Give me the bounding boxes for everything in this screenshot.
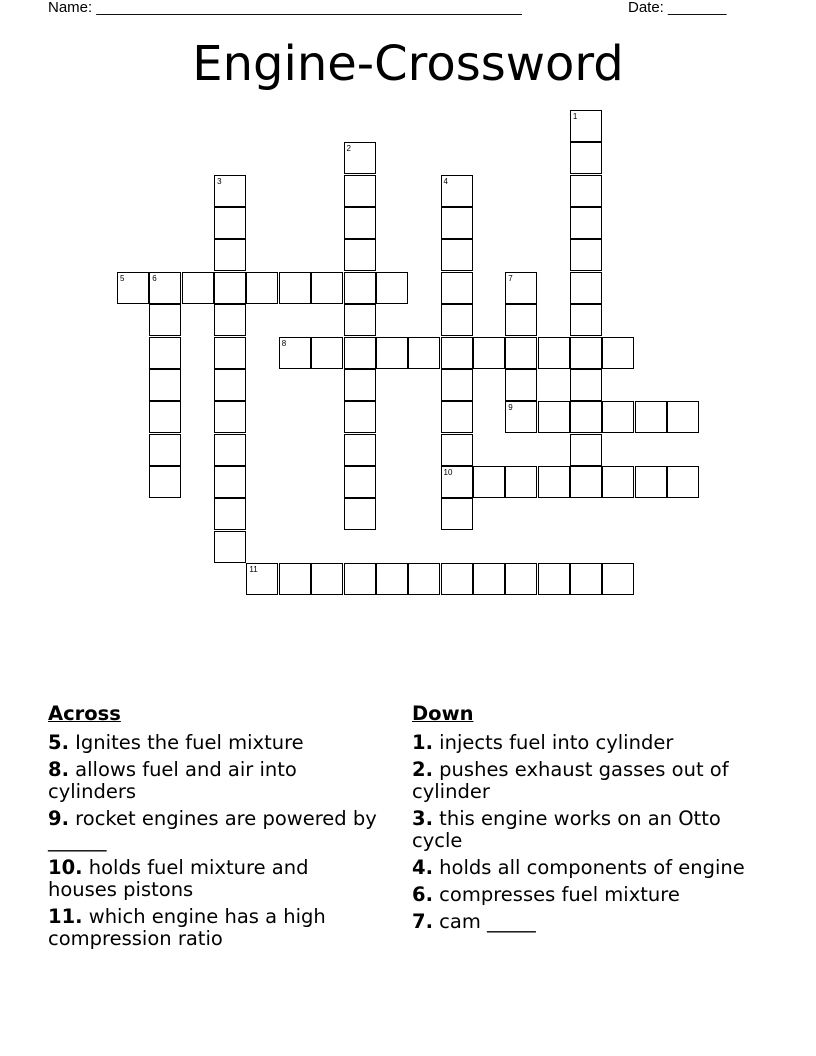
page-title: Engine-Crossword xyxy=(192,36,624,92)
grid-cell[interactable] xyxy=(246,563,278,595)
clue-item-text: holds all components of engine xyxy=(432,856,745,879)
clue-number: 2 xyxy=(346,144,351,154)
grid-cell[interactable] xyxy=(441,175,473,207)
grid-cell[interactable] xyxy=(635,401,667,433)
grid-cell[interactable] xyxy=(408,563,440,595)
clue-item xyxy=(48,857,378,901)
grid-cell[interactable] xyxy=(441,207,473,239)
clue-number: 1 xyxy=(572,112,578,121)
clue-item-text: this engine works on an Otto cycle xyxy=(412,807,721,852)
clue-number: 3 xyxy=(217,176,222,186)
grid-cell[interactable] xyxy=(311,337,343,369)
clue-item-text: rocket engines are powered by ______ xyxy=(48,807,377,852)
grid-cell[interactable] xyxy=(538,466,570,498)
grid-cell[interactable] xyxy=(214,369,246,401)
grid-cell[interactable] xyxy=(344,207,376,239)
grid-cell[interactable] xyxy=(570,337,602,369)
clue-number: 4 xyxy=(443,176,448,186)
clue-number: 7 xyxy=(508,273,513,283)
grid-cell[interactable] xyxy=(344,142,376,174)
grid-cell[interactable] xyxy=(441,498,473,530)
grid-cell[interactable] xyxy=(182,272,214,304)
clue-item-number: 2. xyxy=(412,758,433,781)
grid-cell[interactable] xyxy=(602,563,634,595)
across-heading: Across xyxy=(48,702,121,725)
grid-cell[interactable] xyxy=(505,369,537,401)
grid-cell[interactable] xyxy=(538,401,570,433)
clue-item xyxy=(412,911,757,933)
grid-cell[interactable] xyxy=(214,175,246,207)
grid-cell[interactable] xyxy=(214,239,246,271)
grid-cell[interactable] xyxy=(149,369,181,401)
grid-cell[interactable] xyxy=(570,142,602,174)
grid-cell[interactable] xyxy=(667,401,699,433)
clue-item xyxy=(48,808,378,852)
grid-cell[interactable] xyxy=(149,466,181,498)
grid-cell[interactable] xyxy=(570,272,602,304)
clue-item-number: 6. xyxy=(412,883,433,906)
grid-cell[interactable] xyxy=(214,207,246,239)
clue-item xyxy=(48,906,378,950)
grid-cell[interactable] xyxy=(279,272,311,304)
grid-cell[interactable] xyxy=(602,337,634,369)
grid-cell[interactable] xyxy=(602,466,634,498)
grid-cell[interactable] xyxy=(149,304,181,336)
grid-cell[interactable] xyxy=(344,369,376,401)
grid-cell[interactable] xyxy=(505,272,537,304)
grid-cell[interactable] xyxy=(441,239,473,271)
grid-cell[interactable] xyxy=(344,272,376,304)
grid-cell[interactable] xyxy=(117,272,149,304)
clue-item-text: allows fuel and air into cylinders xyxy=(48,758,297,803)
grid-cell[interactable] xyxy=(570,466,602,498)
clue-item-number: 3. xyxy=(412,807,433,830)
grid-cell[interactable] xyxy=(279,563,311,595)
name-field[interactable]: Name: ___________________________________________________ xyxy=(48,0,522,16)
clue-number: 8 xyxy=(281,338,287,348)
grid-cell[interactable] xyxy=(538,563,570,595)
grid-cell[interactable] xyxy=(214,337,246,369)
grid-cell[interactable] xyxy=(441,563,473,595)
clue-item xyxy=(412,732,757,754)
grid-cell[interactable] xyxy=(570,304,602,336)
grid-cell[interactable] xyxy=(214,466,246,498)
clue-item-number: 9. xyxy=(48,807,69,830)
clue-item-number: 10. xyxy=(48,856,83,879)
clue-item-number: 11. xyxy=(48,905,83,928)
clue-item-text: Ignites the fuel mixture xyxy=(68,731,304,754)
grid-cell[interactable] xyxy=(505,466,537,498)
clue-item xyxy=(48,759,378,803)
clue-item-text: which engine has a high compression ratio xyxy=(48,905,326,950)
grid-cell[interactable] xyxy=(408,337,440,369)
grid-cell[interactable] xyxy=(570,207,602,239)
grid-cell[interactable] xyxy=(344,563,376,595)
grid-cell[interactable] xyxy=(505,304,537,336)
grid-cell[interactable] xyxy=(311,272,343,304)
grid-cell[interactable] xyxy=(214,304,246,336)
clue-number: 11 xyxy=(249,564,258,574)
grid-cell[interactable] xyxy=(149,337,181,369)
grid-cell[interactable] xyxy=(570,563,602,595)
grid-cell[interactable] xyxy=(344,466,376,498)
grid-cell[interactable] xyxy=(344,434,376,466)
grid-cell[interactable] xyxy=(667,466,699,498)
grid-cell[interactable] xyxy=(505,337,537,369)
grid-cell[interactable] xyxy=(570,110,602,142)
grid-cell[interactable] xyxy=(441,401,473,433)
date-field[interactable]: Date: _______ xyxy=(628,0,727,16)
grid-cell[interactable] xyxy=(570,239,602,271)
grid-cell[interactable] xyxy=(441,337,473,369)
clue-item xyxy=(412,808,757,852)
clue-item-text: pushes exhaust gasses out of cylinder xyxy=(412,758,729,803)
grid-cell[interactable] xyxy=(538,337,570,369)
grid-cell[interactable] xyxy=(214,531,246,563)
grid-cell[interactable] xyxy=(149,272,181,304)
grid-cell[interactable] xyxy=(149,434,181,466)
grid-cell[interactable] xyxy=(505,563,537,595)
grid-cell[interactable] xyxy=(473,563,505,595)
clue-item xyxy=(48,732,378,754)
clue-item xyxy=(412,857,757,879)
grid-cell[interactable] xyxy=(441,369,473,401)
clue-item-text: injects fuel into cylinder xyxy=(432,731,674,754)
grid-cell[interactable] xyxy=(570,369,602,401)
grid-cell[interactable] xyxy=(246,272,278,304)
clue-item-text: holds fuel mixture and houses pistons xyxy=(48,856,309,901)
clue-item xyxy=(412,884,757,906)
grid-cell[interactable] xyxy=(344,304,376,336)
clue-number: 9 xyxy=(508,403,513,413)
across-clues xyxy=(48,702,378,955)
clue-item xyxy=(412,759,757,803)
grid-cell[interactable] xyxy=(441,272,473,304)
grid-cell[interactable] xyxy=(344,337,376,369)
down-clue-list xyxy=(412,732,757,933)
grid-cell[interactable] xyxy=(570,434,602,466)
down-clues xyxy=(412,702,757,938)
clue-number: 5 xyxy=(120,273,125,283)
clue-item-number: 1. xyxy=(412,731,433,754)
grid-cell[interactable] xyxy=(441,434,473,466)
grid-cell[interactable] xyxy=(311,563,343,595)
grid-cell[interactable] xyxy=(441,466,473,498)
clue-item-number: 7. xyxy=(412,910,433,933)
clue-item-text: cam _____ xyxy=(432,910,536,933)
grid-cell[interactable] xyxy=(376,272,408,304)
grid-cell[interactable] xyxy=(214,434,246,466)
clue-item-number: 5. xyxy=(48,731,69,754)
grid-cell[interactable] xyxy=(279,337,311,369)
grid-cell[interactable] xyxy=(473,466,505,498)
clue-item-text: compresses fuel mixture xyxy=(432,883,680,906)
grid-cell[interactable] xyxy=(441,304,473,336)
grid-cell[interactable] xyxy=(570,175,602,207)
grid-cell[interactable] xyxy=(344,401,376,433)
grid-cell[interactable] xyxy=(376,337,408,369)
clue-item-number: 8. xyxy=(48,758,69,781)
grid-cell[interactable] xyxy=(344,498,376,530)
grid-cell[interactable] xyxy=(344,175,376,207)
grid-cell[interactable] xyxy=(214,498,246,530)
grid-cell[interactable] xyxy=(344,239,376,271)
grid-cell[interactable] xyxy=(602,401,634,433)
grid-cell[interactable] xyxy=(505,401,537,433)
grid-cell[interactable] xyxy=(473,337,505,369)
clue-number: 10 xyxy=(443,467,453,477)
grid-cell[interactable] xyxy=(635,466,667,498)
down-heading: Down xyxy=(412,702,474,725)
grid-cell[interactable] xyxy=(214,272,246,304)
grid-cell[interactable] xyxy=(149,401,181,433)
grid-cell[interactable] xyxy=(570,401,602,433)
across-clue-list xyxy=(48,732,378,950)
clue-number: 6 xyxy=(152,273,157,283)
grid-cell[interactable] xyxy=(376,563,408,595)
clue-item-number: 4. xyxy=(412,856,433,879)
grid-cell[interactable] xyxy=(214,401,246,433)
